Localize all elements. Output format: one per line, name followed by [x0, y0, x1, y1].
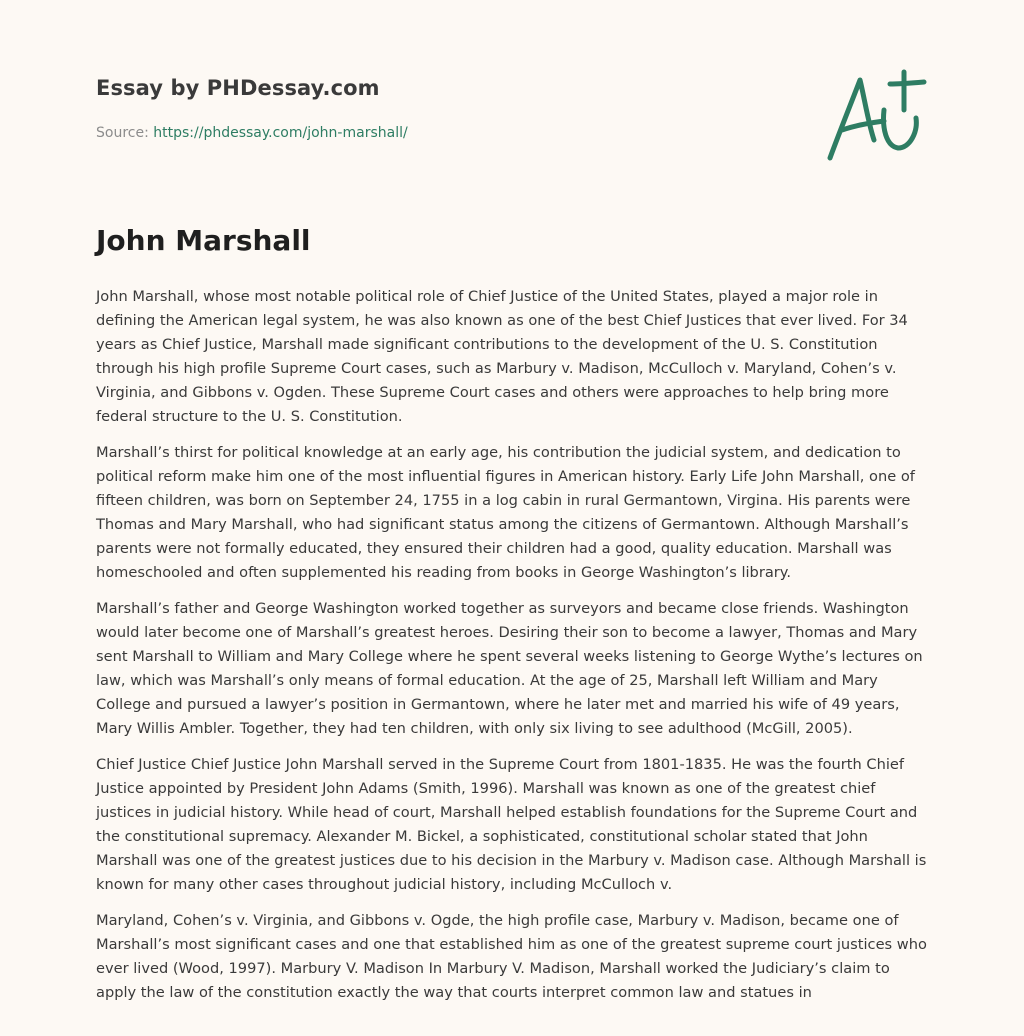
essay-title: John Marshall [96, 224, 311, 257]
essay-paragraph: Chief Justice Chief Justice John Marshall served in the Supreme Court from 1801-1835. He was the fourth Chief Justice appointed by President John Adams (Smith, 1996). Marshall was known as one of the greatest chief justices in judicial history. While head of court, Marshall helped establish foundations for the Supreme Court and the constitutional supremacy. Alexander M. Bickel, a sophisticated, constitutional scholar stated that John Marshall was one of the greatest justices due to his decision in the Marbury v. Madison case. Although Marshall is known for many other cases throughout judicial history, including McCulloch v. [96, 756, 927, 893]
essay-paragraph: Maryland, Cohen’s v. Virginia, and Gibbons v. Ogde, the high profile case, Marbury v. Madison, became one of Marshall’s most significant cases and one that established him as one of the greatest supreme court justices who ever lived (Wood, 1997). Marbury V. Madison In Marbury V. Madison, Marshall worked the Judiciary’s claim to apply the law of the constitution exactly the way that courts interpret common law and statues in [96, 912, 927, 1001]
essay-paragraph: Marshall’s father and George Washington worked together as surveyors and became close friends. Washington would later become one of Marshall’s greatest heroes. Desiring their son to become a lawyer, Thomas and Mary sent Marshall to William and Mary College where he spent several weeks listening to George Wythe’s lectures on law, which was Marshall’s only means of formal education. At the age of 25, Marshall left William and Mary College and pursued a lawyer’s position in Germantown, where he later met and married his wife of 49 years, Mary Willis Ambler. Together, they had ten children, with only six living to see adulthood (McGill, 2005). [96, 600, 923, 737]
a-plus-logo-icon [824, 66, 928, 166]
essay-paragraph: Marshall’s thirst for political knowledge at an early age, his contribution the judicial system, and dedication to political reform make him one of the most influential figures in American history. Early Life John Marshall, one of fifteen children, was born on September 24, 1755 in a log cabin in rural Germantown, Virgina. His parents were Thomas and Mary Marshall, who had significant status among the citizens of Germantown. Although Marshall’s parents were not formally educated, they ensured their children had a good, quality education. Marshall was homeschooled and often supplemented his reading from books in George Washington’s library. [96, 444, 915, 581]
source-link[interactable]: https://phdessay.com/john-marshall/ [153, 125, 408, 141]
source-line [96, 125, 408, 141]
essay-body [96, 285, 932, 1017]
site-brand: Essay by PHDessay.com [96, 76, 380, 100]
page-header [96, 0, 928, 180]
essay-paragraph: John Marshall, whose most notable political role of Chief Justice of the United States, played a major role in defining the American legal system, he was also known as one of the best Chief Justices that ever lived. For 34 years as Chief Justice, Marshall made significant contributions to the development of the U. S. Constitution through his high profile Supreme Court cases, such as Marbury v. Madison, McCulloch v. Maryland, Cohen’s v. Virginia, and Gibbons v. Ogden. These Supreme Court cases and others were approaches to help bring more federal structure to the U. S. Constitution. [96, 288, 908, 425]
source-label: Source: [96, 125, 149, 141]
